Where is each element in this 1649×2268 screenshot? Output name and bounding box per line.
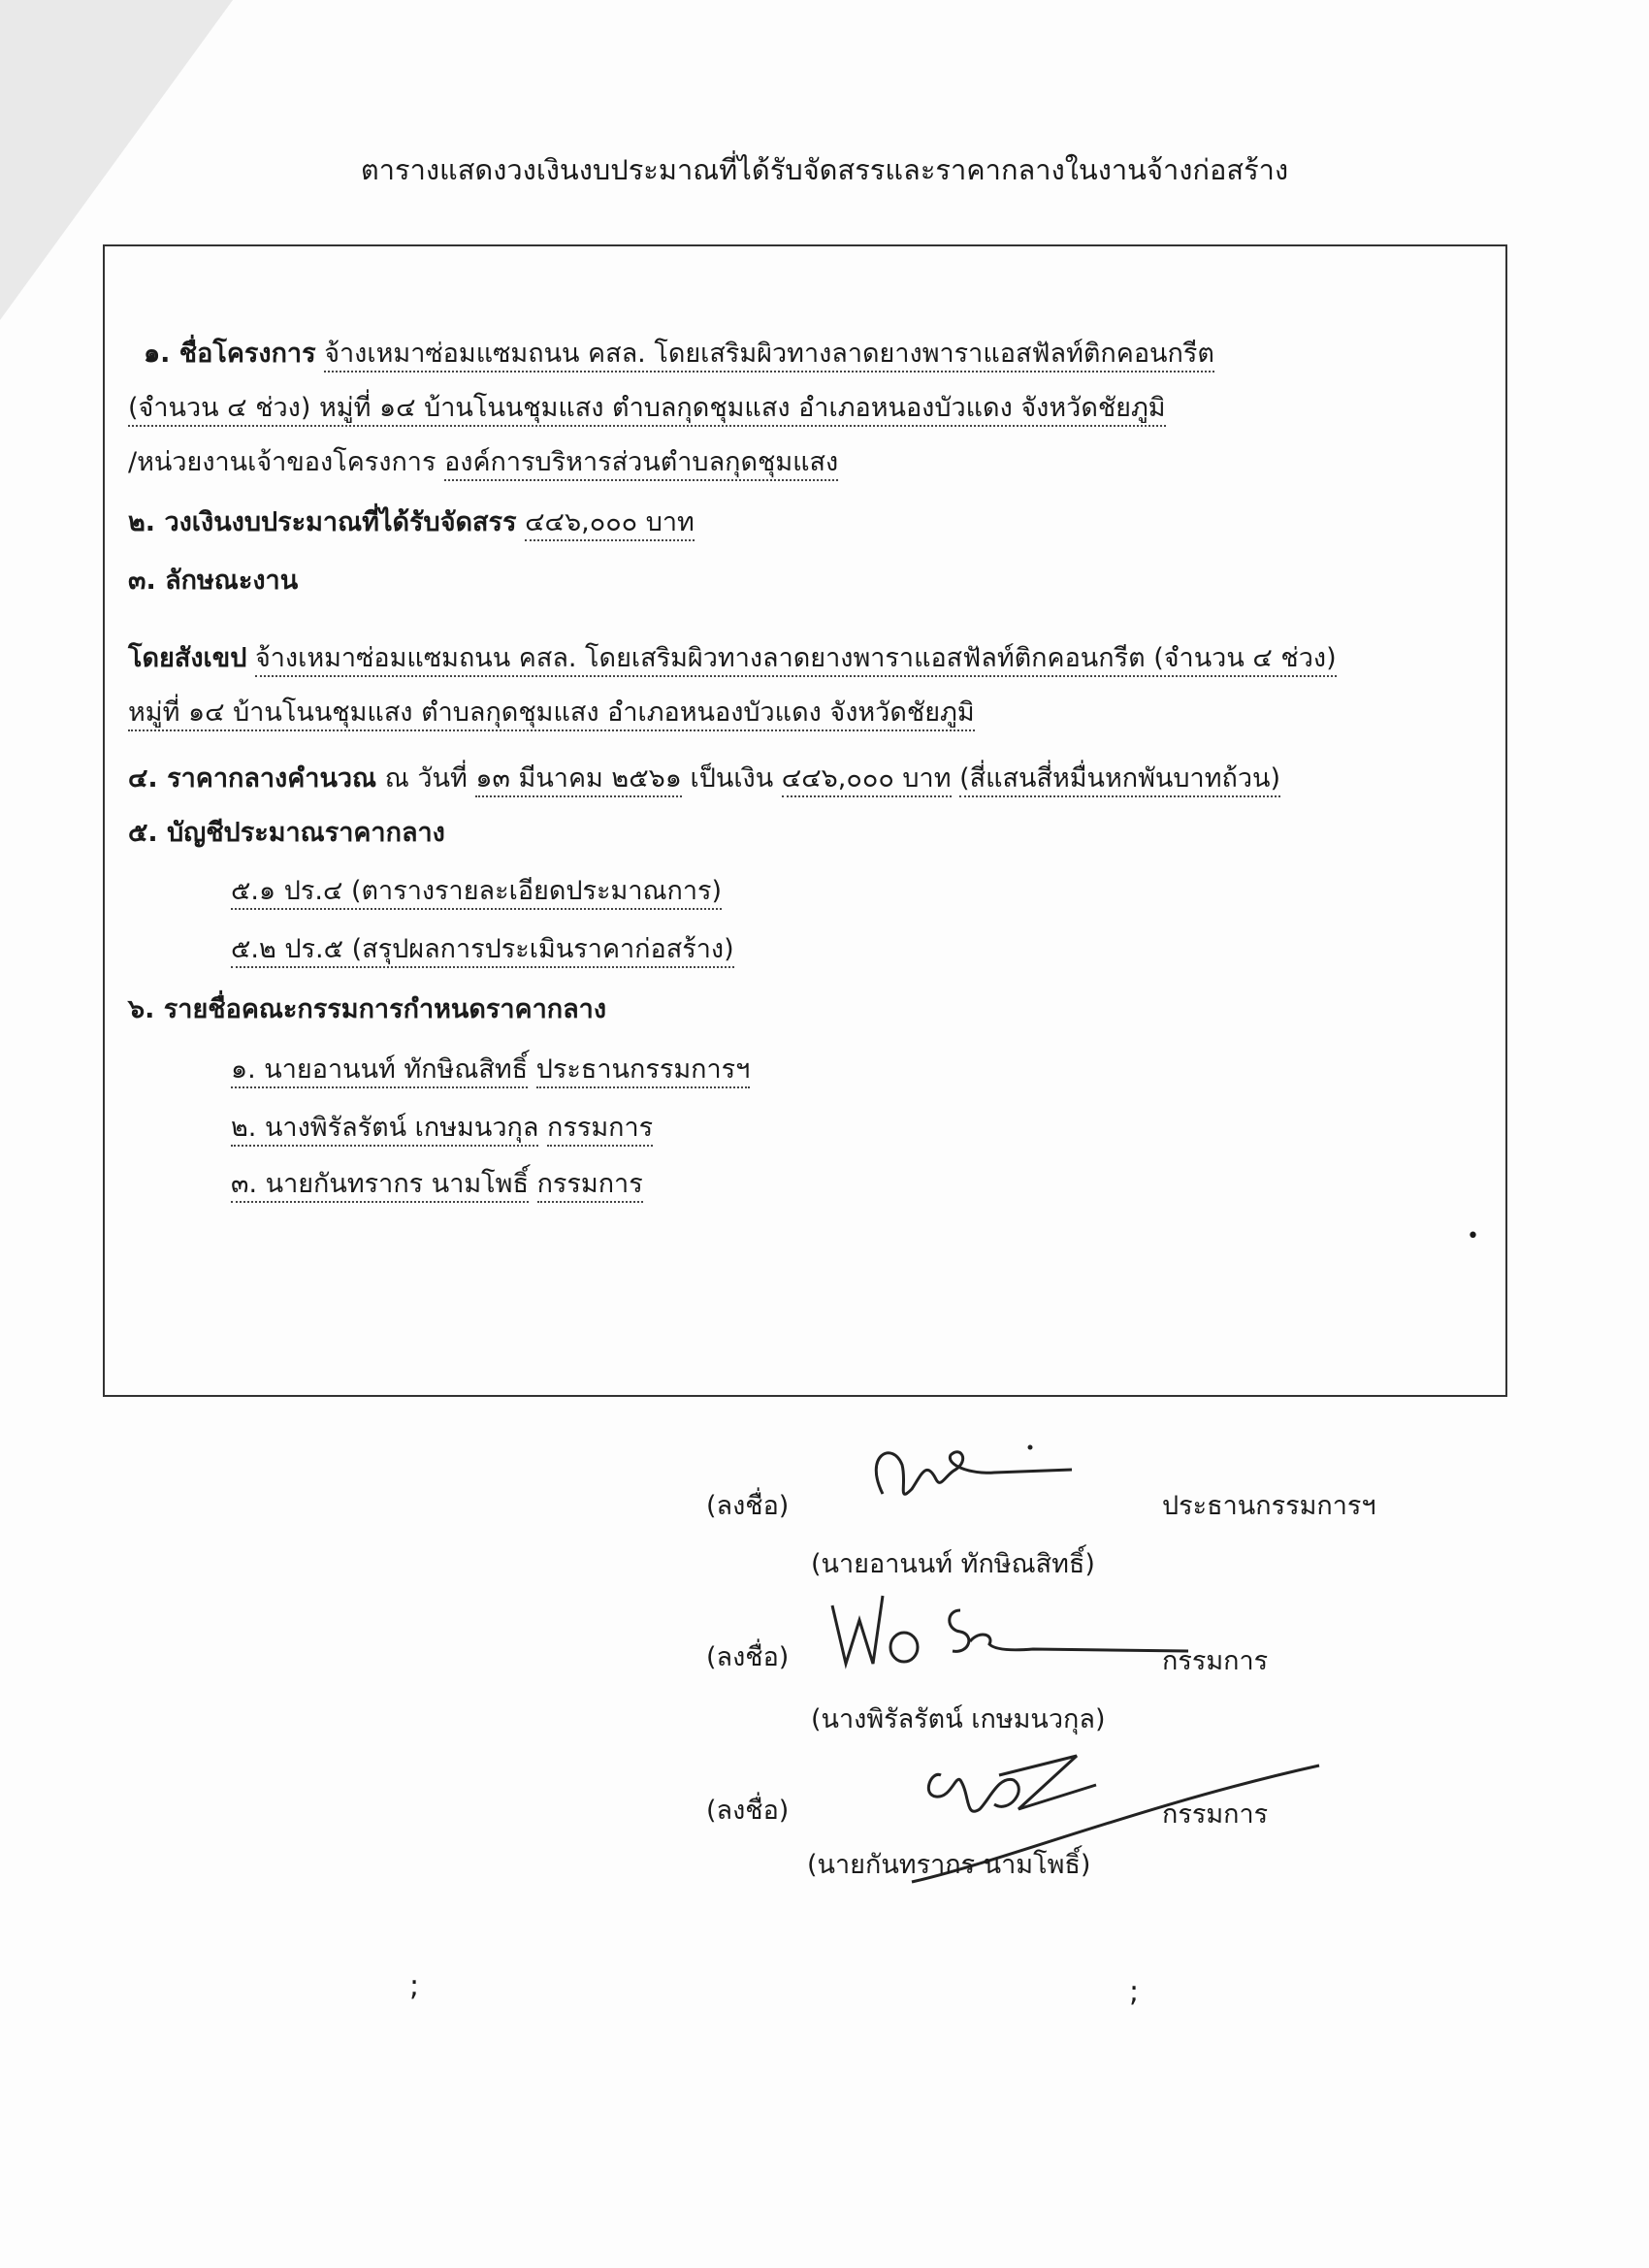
signature-role: กรรมการ	[1162, 1646, 1269, 1676]
signature-sign-label: (ลงชื่อ)	[706, 1796, 790, 1826]
item4-amount: ๔๔๖,๐๐๐ บาท	[782, 763, 952, 797]
summary-label: โดยสังเขป	[128, 643, 247, 673]
item4-date: ๑๓ มีนาคม ๒๕๖๑	[475, 763, 682, 797]
committee-member-name: ๑. นายอานนท์ ทักษิณสิทธิ์	[231, 1054, 528, 1088]
committee-member-role: กรรมการ	[547, 1113, 653, 1147]
document-title: ตารางแสดงวงเงินงบประมาณที่ได้รับจัดสรรและราคากลางในงานจ้างก่อสร้าง	[360, 153, 1289, 186]
item3-label: ๓. ลักษณะงาน	[128, 566, 299, 596]
item5-subitem-text: ๕.๒ ปร.๕ (สรุปผลการประเมินราคาก่อสร้าง)	[231, 934, 734, 968]
handwritten-signature-2	[824, 1581, 1193, 1678]
item1-label: ๑. ชื่อโครงการ	[144, 339, 316, 369]
summary-text-line2: หมู่ที่ ๑๔ บ้านโนนชุมแสง ตำบลกุดชุมแสง อำเภอหนองบัวแดง จังหวัดชัยภูมิ	[128, 697, 975, 731]
committee-member	[231, 1162, 643, 1204]
signature-name: (นายอานนท์ ทักษิณสิทธิ์)	[811, 1549, 1095, 1579]
item4-line	[128, 757, 1280, 798]
item4-amount-label: เป็นเงิน	[690, 763, 774, 794]
item1-text-line1: จ้างเหมาซ่อมแซมถนน คสล. โดยเสริมผิวทางลาดยางพาราแอสฟัลท์ติกคอนกรีต	[324, 339, 1214, 373]
item1-line1	[144, 332, 1214, 373]
item5-subitem	[231, 869, 722, 911]
signature-sign-label: (ลงชื่อ)	[706, 1642, 790, 1672]
item1-owner-label: /หน่วยงานเจ้าของโครงการ	[128, 447, 436, 477]
handwritten-signature-1	[854, 1436, 1077, 1523]
item5-label: ๕. บัญชีประมาณราคากลาง	[128, 818, 445, 848]
committee-member-role: กรรมการ	[537, 1169, 643, 1203]
item5-subitem	[231, 927, 734, 969]
signature-name: (นางพิรัลรัตน์ เกษมนวกุล)	[811, 1704, 1106, 1734]
item6-label: ๖. รายชื่อคณะกรรมการกำหนดราคากลาง	[128, 994, 607, 1024]
summary-line1	[128, 636, 1337, 678]
committee-member-role: ประธานกรรมการฯ	[536, 1054, 751, 1088]
stray-mark: ;	[1129, 1975, 1140, 2009]
item1-line2	[128, 386, 1166, 428]
stray-mark: ;	[409, 1969, 420, 2003]
item6-line	[128, 988, 606, 1029]
signature-role: ประธานกรรมการฯ	[1162, 1491, 1376, 1521]
item4-amount-words: (สี่แสนสี่หมื่นหกพันบาทถ้วน)	[959, 763, 1280, 797]
item3-line	[128, 559, 298, 600]
summary-line2	[128, 691, 975, 732]
item1-text-line2: (จำนวน ๔ ช่วง) หมู่ที่ ๑๔ บ้านโนนชุมแสง ตำบลกุดชุมแสง อำเภอหนองบัวแดง จังหวัดชัยภูมิ	[128, 393, 1166, 427]
summary-text-line1: จ้างเหมาซ่อมแซมถนน คสล. โดยเสริมผิวทางลาดยางพาราแอสฟัลท์ติกคอนกรีต (จำนวน ๔ ช่วง)	[255, 643, 1337, 677]
item2-label: ๒. วงเงินงบประมาณที่ได้รับจัดสรร	[128, 507, 517, 537]
committee-member	[231, 1048, 750, 1089]
stray-mark: •	[1467, 1224, 1479, 1248]
item4-on-date: ณ วันที่	[384, 763, 468, 794]
item1-line3	[128, 440, 838, 482]
signature-role: กรรมการ	[1162, 1799, 1269, 1830]
signature-sign-label: (ลงชื่อ)	[706, 1491, 790, 1521]
committee-member-name: ๒. นางพิรัลรัตน์ เกษมนวกุล	[231, 1113, 538, 1147]
item5-subitem-text: ๕.๑ ปร.๔ (ตารางรายละเอียดประมาณการ)	[231, 876, 722, 910]
item1-owner-value: องค์การบริหารส่วนตำบลกุดชุมแสง	[444, 447, 838, 481]
item2-line	[128, 501, 695, 542]
committee-member-name: ๓. นายกันทรากร นามโพธิ์	[231, 1169, 529, 1203]
committee-member	[231, 1106, 653, 1148]
item4-label: ๔. ราคากลางคำนวณ	[128, 763, 377, 794]
item5-line	[128, 811, 445, 853]
item2-value: ๔๔๖,๐๐๐ บาท	[525, 507, 695, 541]
signature-name: (นายกันทรากร นามโพธิ์)	[807, 1850, 1091, 1880]
